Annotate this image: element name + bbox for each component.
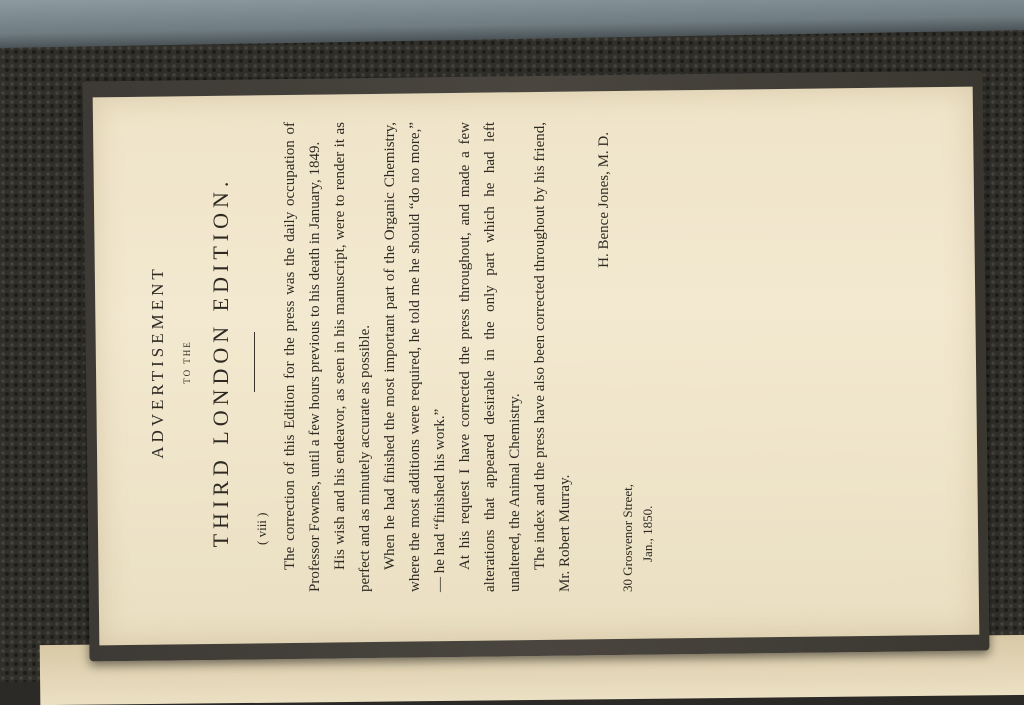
page-text: [128, 112, 668, 612]
address-line: 30 Grosvenor Street,: [620, 484, 635, 592]
paragraph: His wish and his endeavor, as seen in his manuscript, were to render it as perfect and as minutely accurate as possible.: [332, 122, 373, 592]
heading-to-the: TO THE: [182, 340, 192, 384]
date-line: Jan., 1850.: [640, 505, 655, 562]
divider-rule: [254, 332, 255, 392]
paragraph: When he had finished the most important part of the Organic Chemistry, where the most additions were required, he told me he should “do no more,” — he had “finished his work.”: [382, 122, 448, 592]
signature: H. Bence Jones, M. D.: [596, 132, 612, 268]
paragraph: The correction of this Edition for the press was the daily occupation of Professor Fownes, until a few hours previous to his death in January, 1849.: [282, 122, 323, 592]
paragraph: The index and the press have also been corrected throughout by his friend, Mr. Robert Murray.: [532, 122, 573, 592]
page-heading: ADVERTISEMENT: [148, 265, 167, 459]
paragraph: At his request I have corrected the press throughout, and made a few alterations that appeared desirable in the only part which he had left unaltered, the Animal Chemistry.: [457, 122, 523, 592]
page-number: ( viii ): [254, 512, 269, 545]
edition-title: THIRD LONDON EDITION.: [208, 176, 233, 548]
